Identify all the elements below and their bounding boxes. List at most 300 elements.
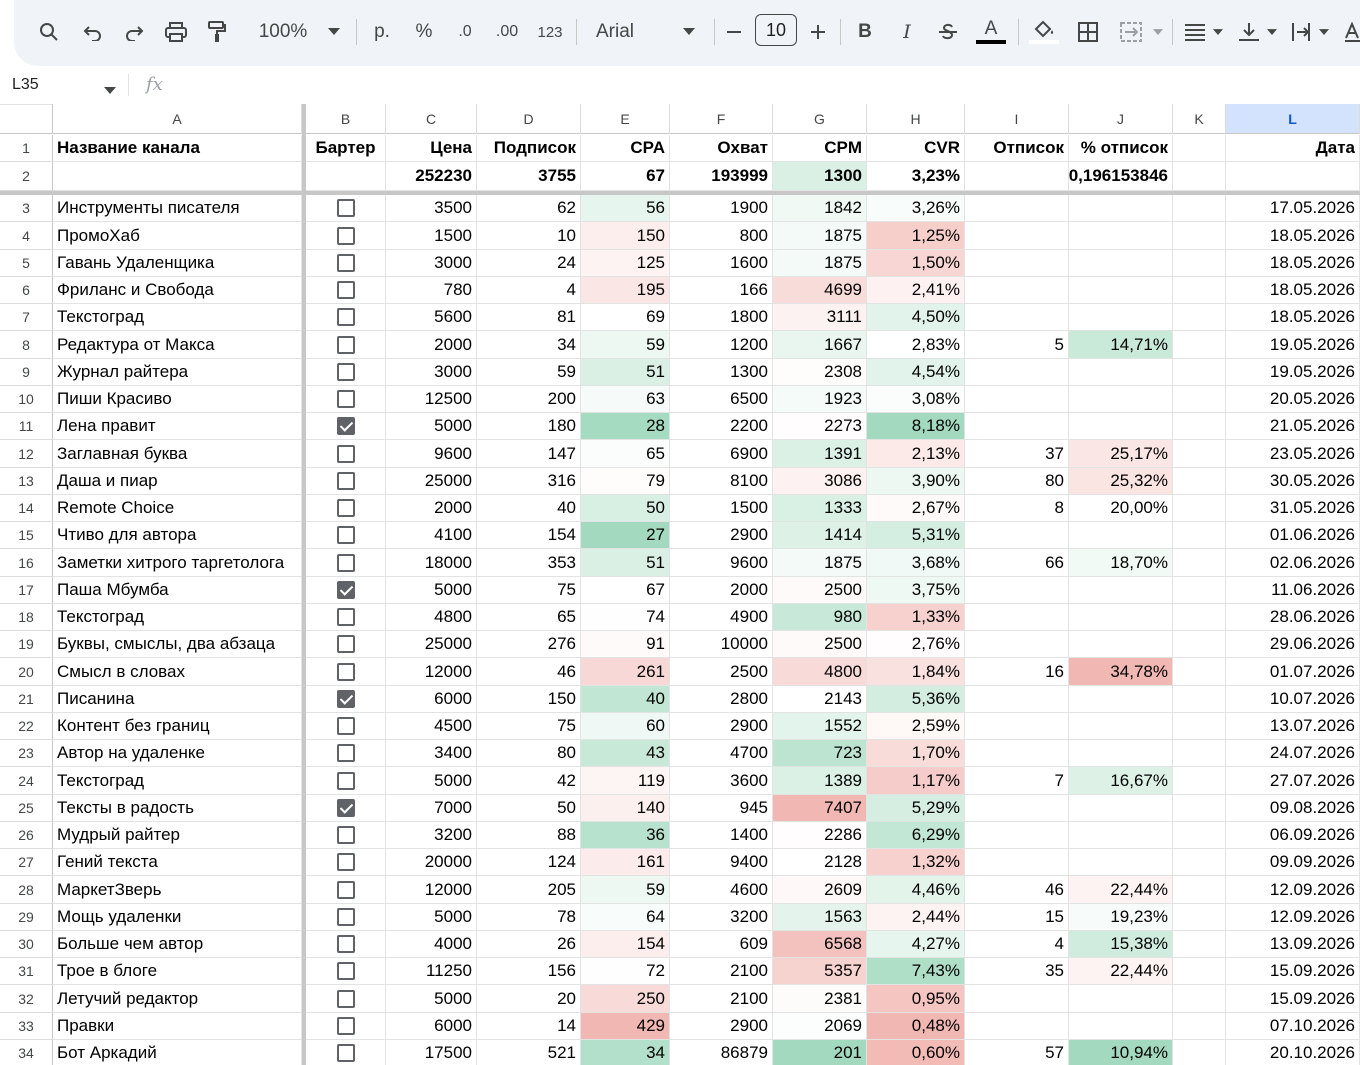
- barter-checkbox[interactable]: [337, 881, 355, 899]
- cell-cpa[interactable]: 69: [581, 304, 670, 331]
- cell-subs[interactable]: 147: [477, 440, 581, 468]
- row-header[interactable]: 23: [0, 740, 53, 767]
- cell-subs[interactable]: 75: [477, 713, 581, 740]
- cell-subs[interactable]: 316: [477, 468, 581, 495]
- cell-reach[interactable]: 2800: [670, 686, 773, 713]
- cell-name[interactable]: Гений текста: [53, 849, 302, 876]
- cell-date[interactable]: 13.09.2026: [1226, 931, 1360, 958]
- cell-cpm[interactable]: 723: [773, 740, 867, 767]
- cell-cpm[interactable]: 2143: [773, 686, 867, 713]
- cell-name[interactable]: МаркетЗверь: [53, 876, 302, 904]
- barter-checkbox[interactable]: [337, 853, 355, 871]
- cell-name[interactable]: Текстоград: [53, 767, 302, 795]
- cell-unsub-pct[interactable]: [1069, 1013, 1173, 1040]
- empty-cell[interactable]: [1173, 549, 1226, 577]
- row-header[interactable]: 29: [0, 904, 53, 931]
- cell-cpm[interactable]: 2308: [773, 359, 867, 386]
- barter-checkbox[interactable]: [337, 254, 355, 272]
- totals-cell-f[interactable]: 193999: [670, 162, 773, 191]
- number-format-button[interactable]: 123: [537, 23, 563, 41]
- row-header[interactable]: 21: [0, 686, 53, 713]
- cell-unsub-pct[interactable]: 25,17%: [1069, 440, 1173, 468]
- empty-cell[interactable]: [1173, 386, 1226, 413]
- select-all-corner[interactable]: [0, 104, 53, 134]
- cell-cvr[interactable]: 2,67%: [867, 495, 965, 522]
- cell-cpa[interactable]: 250: [581, 985, 670, 1013]
- cell-subs[interactable]: 154: [477, 522, 581, 549]
- cell-unsub[interactable]: [965, 222, 1069, 250]
- cell-cpa[interactable]: 51: [581, 549, 670, 577]
- cell-subs[interactable]: 200: [477, 386, 581, 413]
- empty-cell[interactable]: [1173, 686, 1226, 713]
- barter-cell[interactable]: [306, 549, 386, 577]
- cell-reach[interactable]: 2900: [670, 713, 773, 740]
- undo-icon[interactable]: [80, 16, 106, 48]
- empty-cell[interactable]: [1173, 1040, 1226, 1065]
- cell-unsub-pct[interactable]: 22,44%: [1069, 958, 1173, 985]
- font-size-increase-icon[interactable]: [806, 16, 830, 48]
- column-header-a[interactable]: A: [53, 104, 302, 134]
- cell-cvr[interactable]: 2,41%: [867, 277, 965, 304]
- cell-unsub-pct[interactable]: 22,44%: [1069, 876, 1173, 904]
- barter-cell[interactable]: [306, 767, 386, 795]
- barter-cell[interactable]: [306, 658, 386, 686]
- cell-name[interactable]: Смысл в словах: [53, 658, 302, 686]
- name-box-caret-icon[interactable]: [104, 82, 116, 100]
- cell-unsub-pct[interactable]: 19,23%: [1069, 904, 1173, 931]
- cell-cpm[interactable]: 4699: [773, 277, 867, 304]
- cell-price[interactable]: 25000: [386, 468, 477, 495]
- cell-unsub-pct[interactable]: 14,71%: [1069, 331, 1173, 359]
- cell-cvr[interactable]: 6,29%: [867, 822, 965, 849]
- cell-unsub[interactable]: [965, 413, 1069, 440]
- cell-cpm[interactable]: 2286: [773, 822, 867, 849]
- cell-cvr[interactable]: 8,18%: [867, 413, 965, 440]
- cell-name[interactable]: Паша Мбумба: [53, 577, 302, 604]
- cell-unsub[interactable]: 16: [965, 658, 1069, 686]
- cell-subs[interactable]: 150: [477, 686, 581, 713]
- totals-cell-d[interactable]: 3755: [477, 162, 581, 191]
- wrap-caret-icon[interactable]: [1316, 16, 1332, 48]
- cell-name[interactable]: Инструменты писателя: [53, 195, 302, 222]
- empty-cell[interactable]: [1173, 822, 1226, 849]
- column-header-f[interactable]: F: [670, 104, 773, 134]
- column-header-c[interactable]: C: [386, 104, 477, 134]
- cell-reach[interactable]: 10000: [670, 631, 773, 658]
- cell-cvr[interactable]: 2,83%: [867, 331, 965, 359]
- cell-unsub[interactable]: [965, 195, 1069, 222]
- totals-cell-g[interactable]: 1300: [773, 162, 867, 191]
- barter-checkbox[interactable]: [337, 581, 355, 599]
- cell-name[interactable]: Контент без границ: [53, 713, 302, 740]
- cell-cvr[interactable]: 1,33%: [867, 604, 965, 631]
- print-icon[interactable]: [163, 16, 189, 48]
- cell-unsub[interactable]: [965, 250, 1069, 277]
- cell-cpa[interactable]: 91: [581, 631, 670, 658]
- barter-cell[interactable]: [306, 386, 386, 413]
- barter-cell[interactable]: [306, 440, 386, 468]
- empty-cell[interactable]: [1173, 604, 1226, 631]
- cell-name[interactable]: Фриланс и Свобода: [53, 277, 302, 304]
- cell-cpa[interactable]: 28: [581, 413, 670, 440]
- cell-unsub[interactable]: [965, 822, 1069, 849]
- cell-price[interactable]: 11250: [386, 958, 477, 985]
- cell-date[interactable]: 13.07.2026: [1226, 713, 1360, 740]
- barter-checkbox[interactable]: [337, 499, 355, 517]
- cell-unsub-pct[interactable]: 15,38%: [1069, 931, 1173, 958]
- cell-cpm[interactable]: 1875: [773, 222, 867, 250]
- cell-cvr[interactable]: 5,31%: [867, 522, 965, 549]
- cell-subs[interactable]: 81: [477, 304, 581, 331]
- cell-cvr[interactable]: 2,13%: [867, 440, 965, 468]
- row-header[interactable]: 19: [0, 631, 53, 658]
- cell-cvr[interactable]: 0,48%: [867, 1013, 965, 1040]
- header-cell-k[interactable]: [1173, 135, 1226, 162]
- empty-cell[interactable]: [1173, 522, 1226, 549]
- barter-checkbox[interactable]: [337, 445, 355, 463]
- cell-cvr[interactable]: 1,70%: [867, 740, 965, 767]
- cell-cpa[interactable]: 119: [581, 767, 670, 795]
- cell-unsub[interactable]: [965, 631, 1069, 658]
- cell-unsub[interactable]: [965, 985, 1069, 1013]
- cell-cpa[interactable]: 72: [581, 958, 670, 985]
- cell-price[interactable]: 1500: [386, 222, 477, 250]
- row-header[interactable]: 26: [0, 822, 53, 849]
- cell-name[interactable]: Чтиво для автора: [53, 522, 302, 549]
- cell-unsub[interactable]: 4: [965, 931, 1069, 958]
- cell-cpa[interactable]: 43: [581, 740, 670, 767]
- barter-checkbox[interactable]: [337, 526, 355, 544]
- search-icon[interactable]: [36, 16, 62, 48]
- row-header[interactable]: 12: [0, 440, 53, 468]
- row-header[interactable]: 1: [0, 135, 53, 162]
- cell-date[interactable]: 09.08.2026: [1226, 795, 1360, 822]
- cell-cvr[interactable]: 0,60%: [867, 1040, 965, 1065]
- cell-date[interactable]: 12.09.2026: [1226, 876, 1360, 904]
- horizontal-align-icon[interactable]: [1182, 16, 1208, 48]
- cell-date[interactable]: 12.09.2026: [1226, 904, 1360, 931]
- cell-cpa[interactable]: 74: [581, 604, 670, 631]
- cell-unsub[interactable]: [965, 386, 1069, 413]
- cell-reach[interactable]: 1600: [670, 250, 773, 277]
- barter-checkbox[interactable]: [337, 608, 355, 626]
- cell-date[interactable]: 15.09.2026: [1226, 958, 1360, 985]
- cell-unsub[interactable]: [965, 686, 1069, 713]
- text-color-button[interactable]: [975, 16, 1007, 48]
- cell-unsub[interactable]: [965, 740, 1069, 767]
- row-header[interactable]: 33: [0, 1013, 53, 1040]
- barter-checkbox[interactable]: [337, 363, 355, 381]
- cell-name[interactable]: Текстоград: [53, 604, 302, 631]
- cell-name[interactable]: Гавань Удаленщика: [53, 250, 302, 277]
- cell-reach[interactable]: 1500: [670, 495, 773, 522]
- row-header[interactable]: 20: [0, 658, 53, 686]
- barter-cell[interactable]: [306, 686, 386, 713]
- cell-price[interactable]: 4800: [386, 604, 477, 631]
- totals-cell-j[interactable]: 0,196153846: [1069, 162, 1173, 191]
- cell-subs[interactable]: 42: [477, 767, 581, 795]
- cell-price[interactable]: 4000: [386, 931, 477, 958]
- cell-reach[interactable]: 4600: [670, 876, 773, 904]
- barter-cell[interactable]: [306, 931, 386, 958]
- column-header-d[interactable]: D: [477, 104, 581, 134]
- cell-cvr[interactable]: 3,08%: [867, 386, 965, 413]
- cell-cvr[interactable]: 4,50%: [867, 304, 965, 331]
- cell-price[interactable]: 3500: [386, 195, 477, 222]
- cell-unsub-pct[interactable]: [1069, 631, 1173, 658]
- cell-reach[interactable]: 3600: [670, 767, 773, 795]
- cell-unsub[interactable]: [965, 604, 1069, 631]
- cell-date[interactable]: 15.09.2026: [1226, 985, 1360, 1013]
- row-header[interactable]: 9: [0, 359, 53, 386]
- barter-cell[interactable]: [306, 359, 386, 386]
- cell-reach[interactable]: 945: [670, 795, 773, 822]
- cell-date[interactable]: 02.06.2026: [1226, 549, 1360, 577]
- cell-price[interactable]: 3000: [386, 359, 477, 386]
- cell-unsub[interactable]: [965, 522, 1069, 549]
- cell-subs[interactable]: 20: [477, 985, 581, 1013]
- cell-subs[interactable]: 50: [477, 795, 581, 822]
- cell-price[interactable]: 5600: [386, 304, 477, 331]
- totals-cell-l[interactable]: [1226, 162, 1360, 191]
- cell-subs[interactable]: 34: [477, 331, 581, 359]
- empty-cell[interactable]: [1173, 359, 1226, 386]
- cell-date[interactable]: 27.07.2026: [1226, 767, 1360, 795]
- cell-name[interactable]: Журнал райтера: [53, 359, 302, 386]
- cell-cpa[interactable]: 429: [581, 1013, 670, 1040]
- bold-button[interactable]: B: [858, 21, 872, 42]
- merge-cells-icon[interactable]: [1116, 16, 1146, 48]
- cell-price[interactable]: 3200: [386, 822, 477, 849]
- row-header[interactable]: 18: [0, 604, 53, 631]
- empty-cell[interactable]: [1173, 849, 1226, 876]
- cell-cpm[interactable]: 1389: [773, 767, 867, 795]
- empty-cell[interactable]: [1173, 468, 1226, 495]
- cell-subs[interactable]: 80: [477, 740, 581, 767]
- cell-cpa[interactable]: 65: [581, 440, 670, 468]
- cell-cvr[interactable]: 0,95%: [867, 985, 965, 1013]
- cell-reach[interactable]: 2100: [670, 985, 773, 1013]
- cell-reach[interactable]: 1200: [670, 331, 773, 359]
- cell-date[interactable]: 20.10.2026: [1226, 1040, 1360, 1065]
- barter-checkbox[interactable]: [337, 336, 355, 354]
- cell-unsub-pct[interactable]: [1069, 522, 1173, 549]
- cell-cpm[interactable]: 2609: [773, 876, 867, 904]
- cell-cpm[interactable]: 2128: [773, 849, 867, 876]
- cell-unsub[interactable]: 7: [965, 767, 1069, 795]
- empty-cell[interactable]: [1173, 277, 1226, 304]
- row-header[interactable]: 2: [0, 162, 53, 191]
- cell-price[interactable]: 3000: [386, 250, 477, 277]
- cell-cpm[interactable]: 6568: [773, 931, 867, 958]
- barter-checkbox[interactable]: [337, 281, 355, 299]
- cell-cpm[interactable]: 2500: [773, 631, 867, 658]
- barter-checkbox[interactable]: [337, 554, 355, 572]
- italic-button[interactable]: I: [903, 21, 911, 43]
- font-select[interactable]: Arial: [596, 21, 635, 42]
- barter-cell[interactable]: [306, 304, 386, 331]
- cell-cvr[interactable]: 3,26%: [867, 195, 965, 222]
- cell-cpa[interactable]: 195: [581, 277, 670, 304]
- barter-checkbox[interactable]: [337, 962, 355, 980]
- cell-date[interactable]: 24.07.2026: [1226, 740, 1360, 767]
- borders-icon[interactable]: [1074, 16, 1102, 48]
- column-header-j[interactable]: J: [1069, 104, 1173, 134]
- cell-date[interactable]: 28.06.2026: [1226, 604, 1360, 631]
- cell-name[interactable]: Remote Choice: [53, 495, 302, 522]
- cell-price[interactable]: 5000: [386, 985, 477, 1013]
- cell-cpm[interactable]: 1552: [773, 713, 867, 740]
- header-cell-d[interactable]: Подписок: [477, 135, 581, 162]
- cell-reach[interactable]: 609: [670, 931, 773, 958]
- empty-cell[interactable]: [1173, 876, 1226, 904]
- cell-reach[interactable]: 6500: [670, 386, 773, 413]
- column-header-h[interactable]: H: [867, 104, 965, 134]
- halign-caret-icon[interactable]: [1210, 16, 1226, 48]
- row-header[interactable]: 22: [0, 713, 53, 740]
- cell-cvr[interactable]: 3,68%: [867, 549, 965, 577]
- cell-cpm[interactable]: 2381: [773, 985, 867, 1013]
- header-cell-h[interactable]: CVR: [867, 135, 965, 162]
- cell-date[interactable]: 21.05.2026: [1226, 413, 1360, 440]
- font-size-decrease-icon[interactable]: [722, 16, 746, 48]
- cell-reach[interactable]: 9600: [670, 549, 773, 577]
- cell-unsub[interactable]: 8: [965, 495, 1069, 522]
- cell-cpm[interactable]: 1414: [773, 522, 867, 549]
- cell-cpm[interactable]: 1923: [773, 386, 867, 413]
- cell-cvr[interactable]: 3,75%: [867, 577, 965, 604]
- cell-reach[interactable]: 800: [670, 222, 773, 250]
- barter-cell[interactable]: [306, 195, 386, 222]
- empty-cell[interactable]: [1173, 958, 1226, 985]
- barter-cell[interactable]: [306, 631, 386, 658]
- totals-cell-i[interactable]: [965, 162, 1069, 191]
- cell-subs[interactable]: 353: [477, 549, 581, 577]
- cell-reach[interactable]: 2500: [670, 658, 773, 686]
- cell-unsub-pct[interactable]: [1069, 740, 1173, 767]
- cell-subs[interactable]: 75: [477, 577, 581, 604]
- text-wrap-icon[interactable]: [1288, 16, 1314, 48]
- row-header[interactable]: 28: [0, 876, 53, 904]
- cell-name[interactable]: Тексты в радость: [53, 795, 302, 822]
- cell-unsub-pct[interactable]: 34,78%: [1069, 658, 1173, 686]
- frozen-column-divider[interactable]: [302, 104, 306, 1065]
- row-header[interactable]: 5: [0, 250, 53, 277]
- barter-checkbox[interactable]: [337, 744, 355, 762]
- cell-unsub-pct[interactable]: [1069, 277, 1173, 304]
- barter-cell[interactable]: [306, 522, 386, 549]
- cell-unsub-pct[interactable]: 25,32%: [1069, 468, 1173, 495]
- cell-cpa[interactable]: 34: [581, 1040, 670, 1065]
- cell-unsub-pct[interactable]: 20,00%: [1069, 495, 1173, 522]
- cell-name[interactable]: Заметки хитрого таргетолога: [53, 549, 302, 577]
- cell-price[interactable]: 7000: [386, 795, 477, 822]
- cell-cpm[interactable]: 5357: [773, 958, 867, 985]
- cell-name[interactable]: Больше чем автор: [53, 931, 302, 958]
- cell-date[interactable]: 09.09.2026: [1226, 849, 1360, 876]
- totals-cell-b[interactable]: [306, 162, 386, 191]
- increase-decimal-button[interactable]: .00: [495, 23, 519, 40]
- empty-cell[interactable]: [1173, 658, 1226, 686]
- cell-name[interactable]: ПромоХаб: [53, 222, 302, 250]
- cell-price[interactable]: 4500: [386, 713, 477, 740]
- cell-subs[interactable]: 4: [477, 277, 581, 304]
- barter-cell[interactable]: [306, 277, 386, 304]
- zoom-caret-icon[interactable]: [324, 16, 344, 48]
- cell-price[interactable]: 5000: [386, 904, 477, 931]
- cell-cpa[interactable]: 56: [581, 195, 670, 222]
- empty-cell[interactable]: [1173, 931, 1226, 958]
- redo-icon[interactable]: [121, 16, 147, 48]
- barter-cell[interactable]: [306, 713, 386, 740]
- cell-cvr[interactable]: 5,36%: [867, 686, 965, 713]
- totals-cell-e[interactable]: 67: [581, 162, 670, 191]
- cell-reach[interactable]: 2200: [670, 413, 773, 440]
- cell-cpm[interactable]: 3111: [773, 304, 867, 331]
- cell-date[interactable]: 19.05.2026: [1226, 331, 1360, 359]
- cell-unsub-pct[interactable]: [1069, 822, 1173, 849]
- barter-checkbox[interactable]: [337, 472, 355, 490]
- cell-name[interactable]: Мощь удаленки: [53, 904, 302, 931]
- header-cell-a[interactable]: Название канала: [53, 135, 302, 162]
- cell-cpm[interactable]: 3086: [773, 468, 867, 495]
- cell-date[interactable]: 07.10.2026: [1226, 1013, 1360, 1040]
- empty-cell[interactable]: [1173, 250, 1226, 277]
- barter-cell[interactable]: [306, 985, 386, 1013]
- cell-name[interactable]: Текстоград: [53, 304, 302, 331]
- row-header[interactable]: 6: [0, 277, 53, 304]
- cell-name[interactable]: Правки: [53, 1013, 302, 1040]
- barter-checkbox[interactable]: [337, 635, 355, 653]
- cell-cpa[interactable]: 59: [581, 876, 670, 904]
- cell-price[interactable]: 12000: [386, 658, 477, 686]
- totals-cell-h[interactable]: 3,23%: [867, 162, 965, 191]
- barter-checkbox[interactable]: [337, 1017, 355, 1035]
- cell-unsub-pct[interactable]: [1069, 849, 1173, 876]
- header-cell-l[interactable]: Дата: [1226, 135, 1360, 162]
- cell-price[interactable]: 20000: [386, 849, 477, 876]
- cell-date[interactable]: 17.05.2026: [1226, 195, 1360, 222]
- barter-cell[interactable]: [306, 1040, 386, 1065]
- cell-name[interactable]: Летучий редактор: [53, 985, 302, 1013]
- cell-cvr[interactable]: 4,54%: [867, 359, 965, 386]
- barter-cell[interactable]: [306, 577, 386, 604]
- cell-cpa[interactable]: 64: [581, 904, 670, 931]
- cell-cpm[interactable]: 2069: [773, 1013, 867, 1040]
- cell-date[interactable]: 19.05.2026: [1226, 359, 1360, 386]
- cell-reach[interactable]: 1300: [670, 359, 773, 386]
- cell-cpm[interactable]: 1563: [773, 904, 867, 931]
- cell-unsub-pct[interactable]: 18,70%: [1069, 549, 1173, 577]
- cell-cvr[interactable]: 1,50%: [867, 250, 965, 277]
- cell-unsub[interactable]: [965, 304, 1069, 331]
- barter-checkbox[interactable]: [337, 308, 355, 326]
- cell-name[interactable]: Редактура от Макса: [53, 331, 302, 359]
- barter-checkbox[interactable]: [337, 799, 355, 817]
- empty-cell[interactable]: [1173, 495, 1226, 522]
- row-header[interactable]: 7: [0, 304, 53, 331]
- cell-unsub-pct[interactable]: [1069, 250, 1173, 277]
- name-box[interactable]: L35: [12, 76, 39, 93]
- valign-caret-icon[interactable]: [1264, 16, 1280, 48]
- header-cell-i[interactable]: Отписок: [965, 135, 1069, 162]
- cell-cpm[interactable]: 201: [773, 1040, 867, 1065]
- cell-unsub[interactable]: 57: [965, 1040, 1069, 1065]
- cell-cpm[interactable]: 1667: [773, 331, 867, 359]
- cell-cpa[interactable]: 59: [581, 331, 670, 359]
- cell-price[interactable]: 5000: [386, 413, 477, 440]
- barter-cell[interactable]: [306, 740, 386, 767]
